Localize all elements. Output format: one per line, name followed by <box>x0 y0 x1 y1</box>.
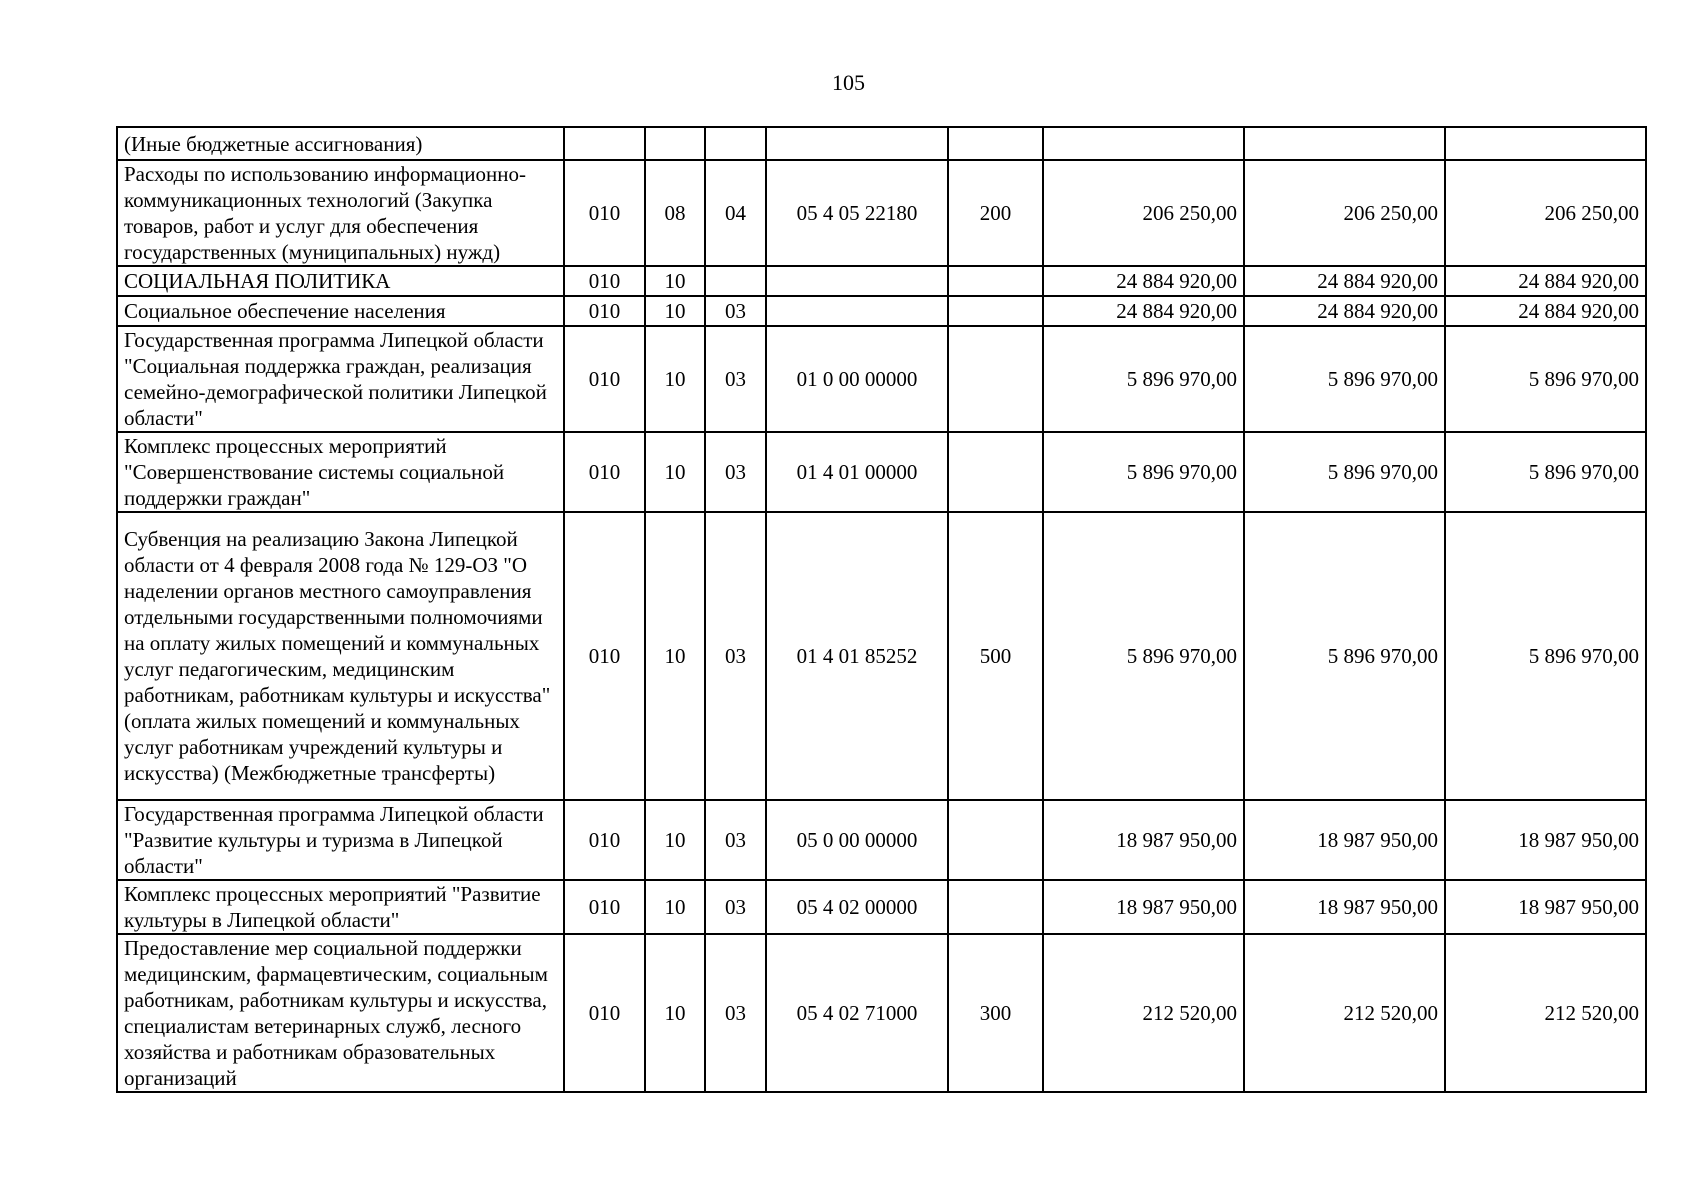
sum-year-3: 5 896 970,00 <box>1445 432 1646 512</box>
subsection-code: 03 <box>705 512 766 800</box>
sum-year-2: 206 250,00 <box>1244 160 1445 266</box>
target-code: 01 4 01 00000 <box>766 432 948 512</box>
ministry-code: 010 <box>564 432 645 512</box>
subsection-code <box>705 127 766 160</box>
target-code: 05 4 02 71000 <box>766 934 948 1092</box>
sum-year-3: 212 520,00 <box>1445 934 1646 1092</box>
ministry-code: 010 <box>564 296 645 326</box>
expense-type-code <box>948 880 1043 934</box>
sum-year-2: 18 987 950,00 <box>1244 800 1445 880</box>
sum-year-3: 206 250,00 <box>1445 160 1646 266</box>
subsection-code: 04 <box>705 160 766 266</box>
subsection-code <box>705 266 766 296</box>
ministry-code: 010 <box>564 326 645 432</box>
target-code <box>766 266 948 296</box>
target-code <box>766 296 948 326</box>
table-row <box>117 934 1646 1092</box>
row-name: Комплекс процессных мероприятий "Совершенствование системы социальной поддержки граждан" <box>117 432 564 512</box>
sum-year-2: 5 896 970,00 <box>1244 432 1445 512</box>
subsection-code: 03 <box>705 296 766 326</box>
subsection-code: 03 <box>705 880 766 934</box>
ministry-code: 010 <box>564 160 645 266</box>
sum-year-2: 212 520,00 <box>1244 934 1445 1092</box>
section-code: 10 <box>645 512 705 800</box>
sum-year-3: 24 884 920,00 <box>1445 296 1646 326</box>
row-name: СОЦИАЛЬНАЯ ПОЛИТИКА <box>117 266 564 296</box>
expense-type-code <box>948 432 1043 512</box>
table-row <box>117 296 1646 326</box>
target-code: 05 0 00 00000 <box>766 800 948 880</box>
table-row <box>117 266 1646 296</box>
subsection-code: 03 <box>705 800 766 880</box>
sum-year-1: 18 987 950,00 <box>1043 800 1244 880</box>
sum-year-1: 24 884 920,00 <box>1043 266 1244 296</box>
section-code: 10 <box>645 880 705 934</box>
target-code: 01 0 00 00000 <box>766 326 948 432</box>
section-code: 10 <box>645 800 705 880</box>
target-code <box>766 127 948 160</box>
row-name: Государственная программа Липецкой области "Развитие культуры и туризма в Липецкой области" <box>117 800 564 880</box>
expense-type-code: 300 <box>948 934 1043 1092</box>
table-row <box>117 160 1646 266</box>
table-row <box>117 800 1646 880</box>
ministry-code: 010 <box>564 934 645 1092</box>
sum-year-3: 18 987 950,00 <box>1445 800 1646 880</box>
row-name: Комплекс процессных мероприятий "Развитие культуры в Липецкой области" <box>117 880 564 934</box>
sum-year-1: 24 884 920,00 <box>1043 296 1244 326</box>
section-code <box>645 127 705 160</box>
sum-year-1: 5 896 970,00 <box>1043 512 1244 800</box>
budget-table <box>116 126 1647 1093</box>
section-code: 10 <box>645 934 705 1092</box>
row-name: Социальное обеспечение населения <box>117 296 564 326</box>
table-row <box>117 127 1646 160</box>
expense-type-code <box>948 296 1043 326</box>
sum-year-2: 24 884 920,00 <box>1244 266 1445 296</box>
ministry-code <box>564 127 645 160</box>
target-code: 01 4 01 85252 <box>766 512 948 800</box>
subsection-code: 03 <box>705 326 766 432</box>
table-row <box>117 432 1646 512</box>
table-row <box>117 326 1646 432</box>
section-code: 10 <box>645 296 705 326</box>
page-number: 105 <box>832 70 865 95</box>
sum-year-1: 212 520,00 <box>1043 934 1244 1092</box>
ministry-code: 010 <box>564 880 645 934</box>
target-code: 05 4 02 00000 <box>766 880 948 934</box>
sum-year-1: 5 896 970,00 <box>1043 432 1244 512</box>
sum-year-1 <box>1043 127 1244 160</box>
subsection-code: 03 <box>705 934 766 1092</box>
sum-year-2: 24 884 920,00 <box>1244 296 1445 326</box>
sum-year-2 <box>1244 127 1445 160</box>
row-name: Расходы по использованию информационно-коммуникационных технологий (Закупка товаров, работ и услуг для обеспечения государственных (муниципальных) нужд) <box>117 160 564 266</box>
section-code: 10 <box>645 432 705 512</box>
table-row <box>117 880 1646 934</box>
row-name: (Иные бюджетные ассигнования) <box>117 127 564 160</box>
row-name: Государственная программа Липецкой области "Социальная поддержка граждан, реализация семейно-демографической политики Липецкой области" <box>117 326 564 432</box>
subsection-code: 03 <box>705 432 766 512</box>
sum-year-2: 5 896 970,00 <box>1244 326 1445 432</box>
expense-type-code: 500 <box>948 512 1043 800</box>
sum-year-3: 24 884 920,00 <box>1445 266 1646 296</box>
expense-type-code <box>948 326 1043 432</box>
expense-type-code <box>948 127 1043 160</box>
sum-year-3: 5 896 970,00 <box>1445 512 1646 800</box>
row-name: Предоставление мер социальной поддержки медицинским, фармацевтическим, социальным работникам, работникам культуры и искусства, специалистам ветеринарных служб, лесного хозяйства и работникам образовательных организаций <box>117 934 564 1092</box>
expense-type-code <box>948 800 1043 880</box>
sum-year-1: 5 896 970,00 <box>1043 326 1244 432</box>
row-name: Субвенция на реализацию Закона Липецкой области от 4 февраля 2008 года № 129-ОЗ "О наделении органов местного самоуправления отдельными государственными полномочиями на оплату жилых помещений и коммунальных услуг педагогическим, медицинским работникам, работникам культуры и искусства" (оплата жилых помещений и коммунальных услуг работникам учреждений культуры и искусства) (Межбюджетные трансферты) <box>117 512 564 800</box>
section-code: 10 <box>645 326 705 432</box>
sum-year-2: 5 896 970,00 <box>1244 512 1445 800</box>
section-code: 10 <box>645 266 705 296</box>
expense-type-code: 200 <box>948 160 1043 266</box>
expense-type-code <box>948 266 1043 296</box>
section-code: 08 <box>645 160 705 266</box>
ministry-code: 010 <box>564 512 645 800</box>
table-row <box>117 512 1646 800</box>
ministry-code: 010 <box>564 266 645 296</box>
sum-year-1: 206 250,00 <box>1043 160 1244 266</box>
sum-year-3: 5 896 970,00 <box>1445 326 1646 432</box>
sum-year-1: 18 987 950,00 <box>1043 880 1244 934</box>
sum-year-2: 18 987 950,00 <box>1244 880 1445 934</box>
target-code: 05 4 05 22180 <box>766 160 948 266</box>
sum-year-3: 18 987 950,00 <box>1445 880 1646 934</box>
sum-year-3 <box>1445 127 1646 160</box>
ministry-code: 010 <box>564 800 645 880</box>
